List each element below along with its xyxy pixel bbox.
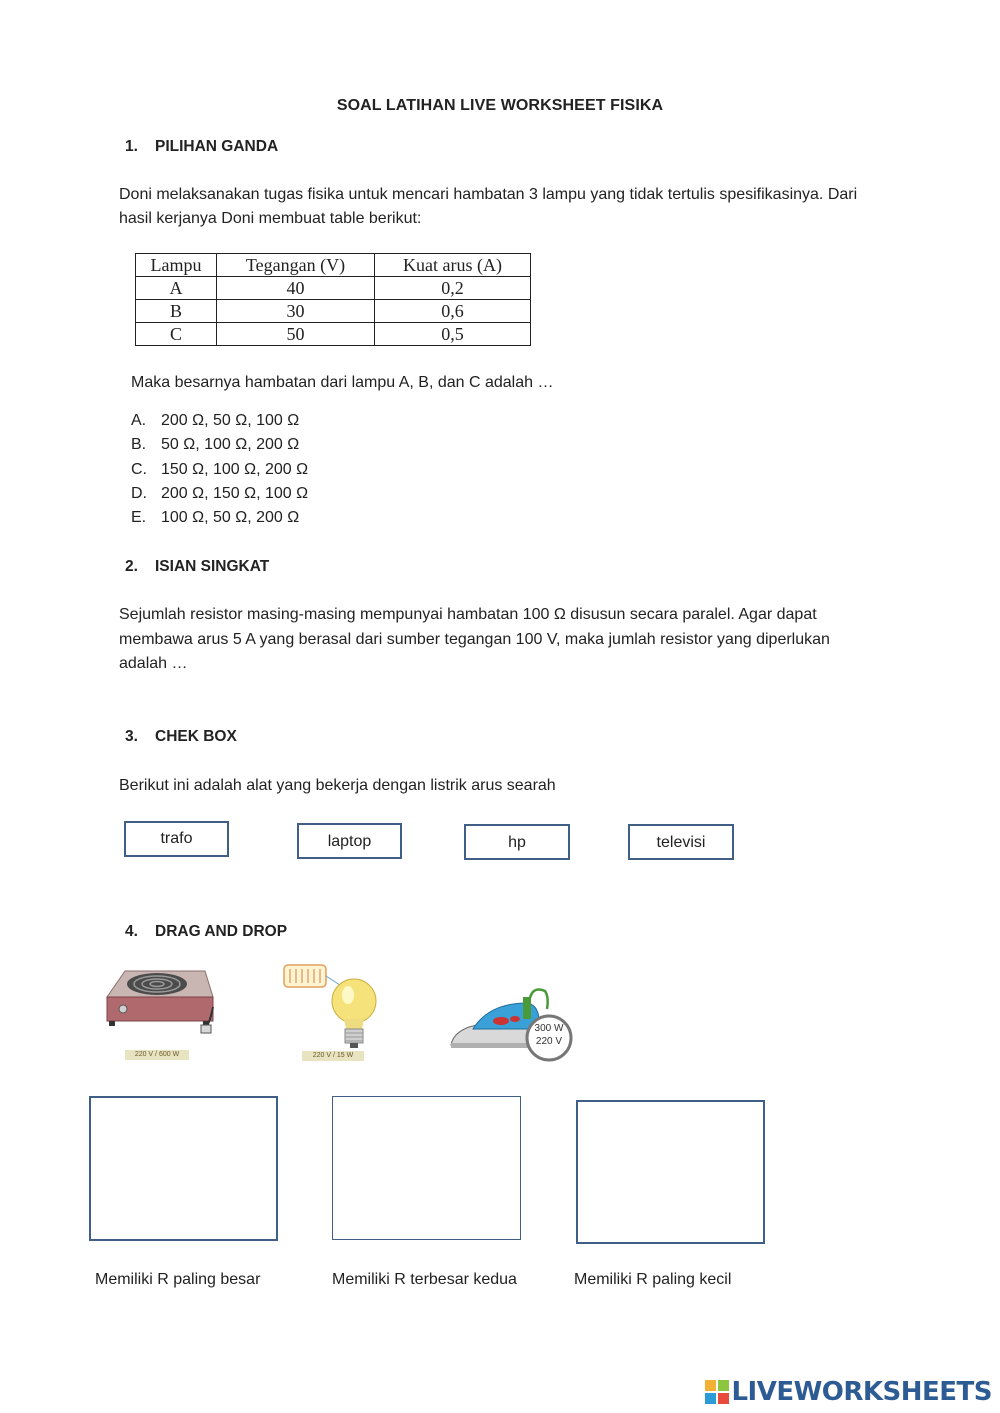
section1-intro: Doni melaksanakan tugas fisika untuk mencari hambatan 3 lampu yang tidak tertulis spesifikasinya. Dari hasil kerjanya Doni membuat table berikut: <box>119 186 858 227</box>
table-cell: 0,6 <box>375 300 531 323</box>
options-list <box>131 409 308 530</box>
electric-stove-icon <box>95 957 218 1065</box>
drag-item-iron[interactable] <box>449 983 577 1063</box>
table-header: Kuat arus (A) <box>375 254 531 277</box>
caption-smallest-r: Memiliki R paling kecil <box>574 1271 732 1288</box>
drop-zone-largest-r[interactable] <box>89 1096 278 1241</box>
checkbox-trafo[interactable]: trafo <box>124 821 229 857</box>
table-cell: 40 <box>217 277 375 300</box>
table-header: Tegangan (V) <box>217 254 375 277</box>
option-e[interactable]: E. 100 Ω, 50 Ω, 200 Ω <box>131 509 300 527</box>
table-cell: C <box>136 323 217 346</box>
option-d[interactable]: D. 200 Ω, 150 Ω, 100 Ω <box>131 484 309 502</box>
liveworksheets-logo-icon <box>705 1380 729 1404</box>
caption-second-r: Memiliki R terbesar kedua <box>332 1271 517 1288</box>
page-title: SOAL LATIHAN LIVE WORKSHEET FISIKA <box>336 97 664 114</box>
option-b[interactable]: B. 50 Ω, 100 Ω, 200 Ω <box>131 436 300 454</box>
table-row <box>136 323 531 346</box>
table-cell: A <box>136 277 217 300</box>
table-cell: 30 <box>217 300 375 323</box>
logo-text: LIVEWORKSHEETS <box>731 1377 992 1407</box>
checkbox-televisi[interactable]: televisi <box>628 824 734 860</box>
table-cell: 0,5 <box>375 323 531 346</box>
table-row <box>136 300 531 323</box>
bulb-spec-label: 220 V / 15 W <box>302 1051 364 1061</box>
section3-prompt: Berikut ini adalah alat yang bekerja dengan listrik arus searah <box>119 777 556 794</box>
drop-zone-second-r[interactable] <box>332 1096 521 1240</box>
drop-zone-smallest-r[interactable] <box>576 1100 765 1244</box>
section-heading-drag-and-drop: 4. DRAG AND DROP <box>125 923 288 940</box>
checkbox-hp[interactable]: hp <box>464 824 570 860</box>
iron-spec-label: 300 W 220 V <box>534 1023 564 1047</box>
drag-item-bulb[interactable] <box>274 957 384 1065</box>
section-heading-isian-singkat: 2. ISIAN SINGKAT <box>125 558 270 575</box>
option-a[interactable]: A. 200 Ω, 50 Ω, 100 Ω <box>131 412 300 429</box>
table-row <box>136 277 531 300</box>
table-cell: 0,2 <box>375 277 531 300</box>
table-header-row <box>136 254 531 277</box>
section1-question: Maka besarnya hambatan dari lampu A, B, dan C adalah … <box>131 374 554 391</box>
option-c[interactable]: C. 150 Ω, 100 Ω, 200 Ω <box>131 460 309 478</box>
drag-item-stove[interactable] <box>95 957 218 1065</box>
checkbox-laptop[interactable]: laptop <box>297 823 402 859</box>
table-cell: B <box>136 300 217 323</box>
section-heading-chek-box: 3. CHEK BOX <box>125 728 237 745</box>
section-heading-pilihan-ganda: 1. PILIHAN GANDA <box>125 138 279 155</box>
data-table <box>135 253 531 346</box>
stove-spec-label: 220 V / 600 W <box>125 1050 189 1060</box>
caption-largest-r: Memiliki R paling besar <box>95 1271 261 1288</box>
section2-question: Sejumlah resistor masing-masing mempunyai hambatan 100 Ω disusun secara paralel. Agar dapat membawa arus 5 A yang berasal dari sumber tegangan 100 V, maka jumlah resistor yang diperlukan adalah … <box>119 606 830 672</box>
table-cell: 50 <box>217 323 375 346</box>
liveworksheets-logo <box>705 1379 992 1405</box>
table-header: Lampu <box>136 254 217 277</box>
light-bulb-icon <box>274 957 384 1065</box>
